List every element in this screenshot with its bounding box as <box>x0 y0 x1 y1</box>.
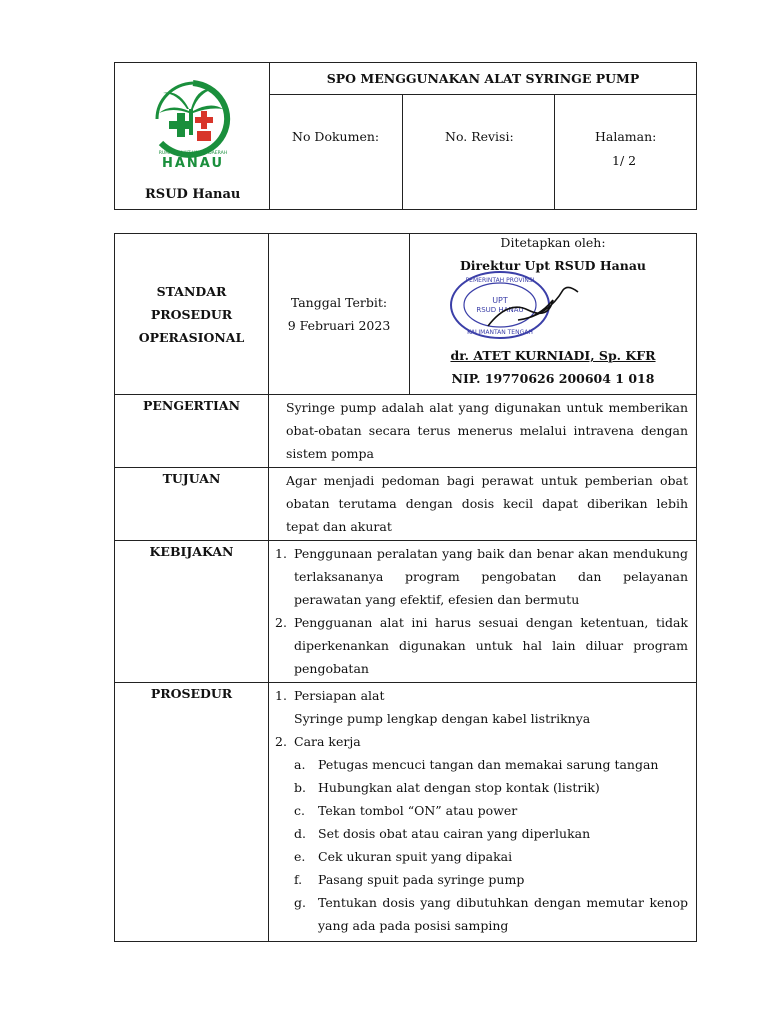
list-item: 2. Pengguanan alat ini harus sesuai dengan ketentuan, tidak diperkenankan digunakan untuk hal lain diluar program pengobatan <box>275 615 688 676</box>
no-revisi-cell <box>403 95 555 210</box>
document-header <box>114 62 697 210</box>
list-item: c. Tekan tombol “ON” atau power <box>294 803 518 818</box>
operasional-label: OPERASIONAL <box>138 329 245 345</box>
step1-detail: Syringe pump lengkap dengan kabel listriknya <box>294 711 591 726</box>
list-item: f. Pasang spuit pada syringe pump <box>294 872 525 887</box>
svg-text:RSUD HANAU: RSUD HANAU <box>476 306 524 314</box>
list-item: b. Hubungkan alat dengan stop kontak (listrik) <box>294 780 600 795</box>
logo-cell <box>115 63 270 210</box>
signer-nip: NIP. 19770626 200604 1 018 <box>451 371 655 386</box>
spo-label-cell <box>115 234 269 395</box>
no-revisi-label: No. Revisi: <box>445 129 514 145</box>
no-dokumen-cell <box>270 95 403 210</box>
halaman-value: 1/ 2 <box>612 153 637 169</box>
halaman-cell <box>555 95 697 210</box>
svg-text:HANAU: HANAU <box>161 156 225 169</box>
list-item: 1. Penggunaan peralatan yang baik dan benar akan mendukung terlaksananya program pengobatan dan pelayanan perawatan yang efektif, efesien dan bermutu <box>275 546 688 607</box>
kebijakan-content <box>269 541 697 683</box>
halaman-label: Halaman: <box>595 129 657 145</box>
prosedur-content <box>269 683 697 942</box>
tanggal-label: Tanggal Terbit: <box>290 295 388 310</box>
direktur-label: Direktur Upt RSUD Hanau <box>459 258 647 273</box>
prosedur-list <box>275 684 688 753</box>
signer-name: dr. ATET KURNIADI, Sp. KFR <box>450 348 656 363</box>
signature-cell <box>410 234 697 395</box>
list-item: 2. Cara kerja <box>275 730 688 753</box>
hospital-name: RSUD Hanau <box>145 187 241 202</box>
step1-title: Persiapan alat <box>294 688 385 703</box>
list-item: g. Tentukan dosis yang dibutuhkan dengan memutar kenop yang ada pada posisi samping <box>294 895 688 933</box>
tanggal-value: 9 Februari 2023 <box>287 318 391 333</box>
spo-table <box>114 233 697 942</box>
svg-text:RUMAH SAKIT UMUM DAERAH: RUMAH SAKIT UMUM DAERAH <box>158 151 228 156</box>
kebijakan-label: KEBIJAKAN <box>115 541 269 683</box>
tanggal-terbit-cell <box>269 234 410 395</box>
prosedur-label: PROSEDUR <box>150 306 233 322</box>
hospital-logo-icon <box>149 79 237 169</box>
document-title: SPO MENGGUNAKAN ALAT SYRINGE PUMP <box>270 63 697 95</box>
tujuan-label: TUJUAN <box>115 468 269 541</box>
kebijakan-list <box>275 542 688 680</box>
list-item: e. Cek ukuran spuit yang dipakai <box>294 849 513 864</box>
tujuan-text: Agar menjadi pedoman bagi perawat untuk pemberian obat obatan terutama dengan dosis kecil dapat diberikan lebih tepat dan akurat <box>269 468 697 541</box>
svg-text:KALIMANTAN TENGAH: KALIMANTAN TENGAH <box>467 329 533 336</box>
ditetapkan-label: Ditetapkan oleh: <box>500 235 606 250</box>
step2-title: Cara kerja <box>294 734 361 749</box>
list-item: d. Set dosis obat atau cairan yang diperlukan <box>294 826 591 841</box>
list-item: a. Petugas mencuci tangan dan memakai sarung tangan <box>294 757 659 772</box>
official-stamp-icon <box>448 270 598 340</box>
pengertian-text: Syringe pump adalah alat yang digunakan untuk memberikan obat-obatan secara terus menerus melalui intravena dengan sistem pompa <box>269 395 697 468</box>
cara-kerja-list <box>275 753 688 937</box>
svg-text:UPT: UPT <box>492 296 508 305</box>
list-item: 1. Persiapan alat Syringe pump lengkap dengan kabel listriknya <box>275 684 688 730</box>
pengertian-label: PENGERTIAN <box>115 395 269 468</box>
prosedur-label: PROSEDUR <box>115 683 269 942</box>
no-dokumen-label: No Dokumen: <box>292 129 380 145</box>
svg-text:PEMERINTAH PROVINSI: PEMERINTAH PROVINSI <box>465 277 535 284</box>
standar-label: STANDAR <box>156 283 227 299</box>
